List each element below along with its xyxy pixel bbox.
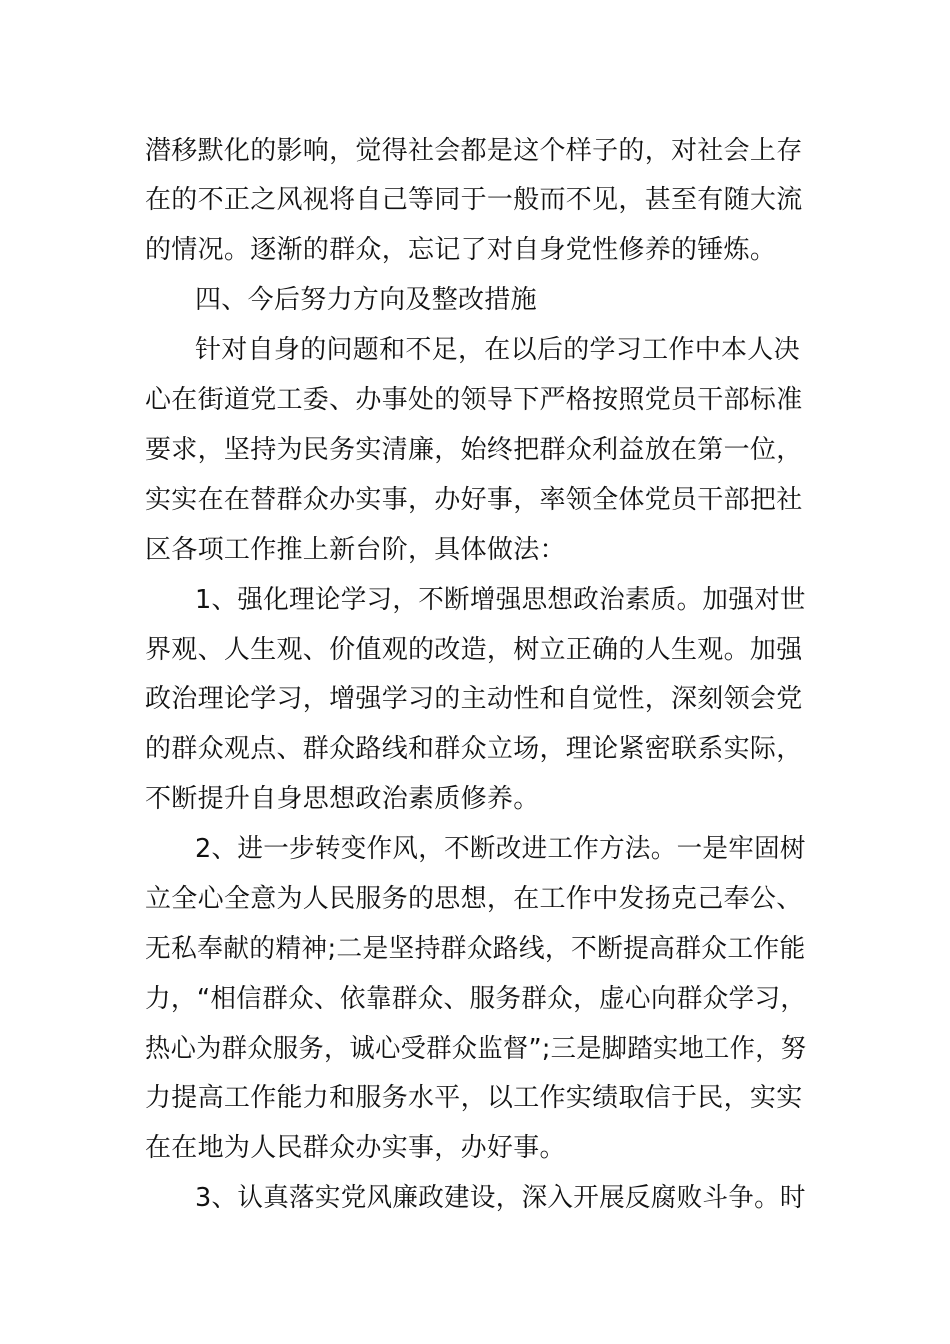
text-line: 实实在在替群众办实事，办好事，率领全体党员干部把社 [145, 485, 803, 515]
text-line: 的群众观点、群众路线和群众立场，理论紧密联系实际， [145, 734, 803, 764]
text-line: 区各项工作推上新台阶，具体做法： [145, 535, 566, 565]
text-line: 要求，坚持为民务实清廉，始终把群众利益放在第一位， [145, 435, 803, 465]
text-line: 心在街道党工委、办事处的领导下严格按照党员干部标准 [145, 385, 803, 415]
text-line: 在在地为人民群众办实事，办好事。 [145, 1133, 566, 1163]
text-line: 力，“相信群众、依靠群众、服务群众，虚心向群众学习， [145, 984, 807, 1014]
text-line: 无私奉献的精神;二是坚持群众路线，不断提高群众工作能 [145, 934, 806, 964]
text-line: 政治理论学习，增强学习的主动性和自觉性，深刻领会党 [145, 684, 803, 714]
text-line: 界观、人生观、价值观的改造，树立正确的人生观。加强 [145, 635, 803, 665]
text-line: 1、强化理论学习，不断增强思想政治素质。加强对世 [195, 585, 806, 615]
text-line: 的情况。逐渐的群众，忘记了对自身党性修养的锤炼。 [145, 235, 777, 265]
text-line: 针对自身的问题和不足，在以后的学习工作中本人决 [195, 335, 800, 365]
text-line: 不断提升自身思想政治素质修养。 [145, 784, 540, 814]
text-line: 力提高工作能力和服务水平，以工作实绩取信于民，实实 [145, 1083, 803, 1113]
text-line: 热心为群众服务，诚心受群众监督”;三是脚踏实地工作，努 [145, 1034, 807, 1064]
section-heading: 四、今后努力方向及整改措施 [195, 285, 537, 315]
text-line: 潜移默化的影响，觉得社会都是这个样子的，对社会上存 [145, 136, 803, 166]
text-line: 在的不正之风视将自己等同于一般而不见，甚至有随大流 [145, 185, 803, 215]
text-line: 2、进一步转变作风，不断改进工作方法。一是牢固树 [195, 834, 806, 864]
text-line: 立全心全意为人民服务的思想，在工作中发扬克己奉公、 [145, 884, 803, 914]
text-line: 3、认真落实党风廉政建设，深入开展反腐败斗争。时 [195, 1183, 806, 1213]
